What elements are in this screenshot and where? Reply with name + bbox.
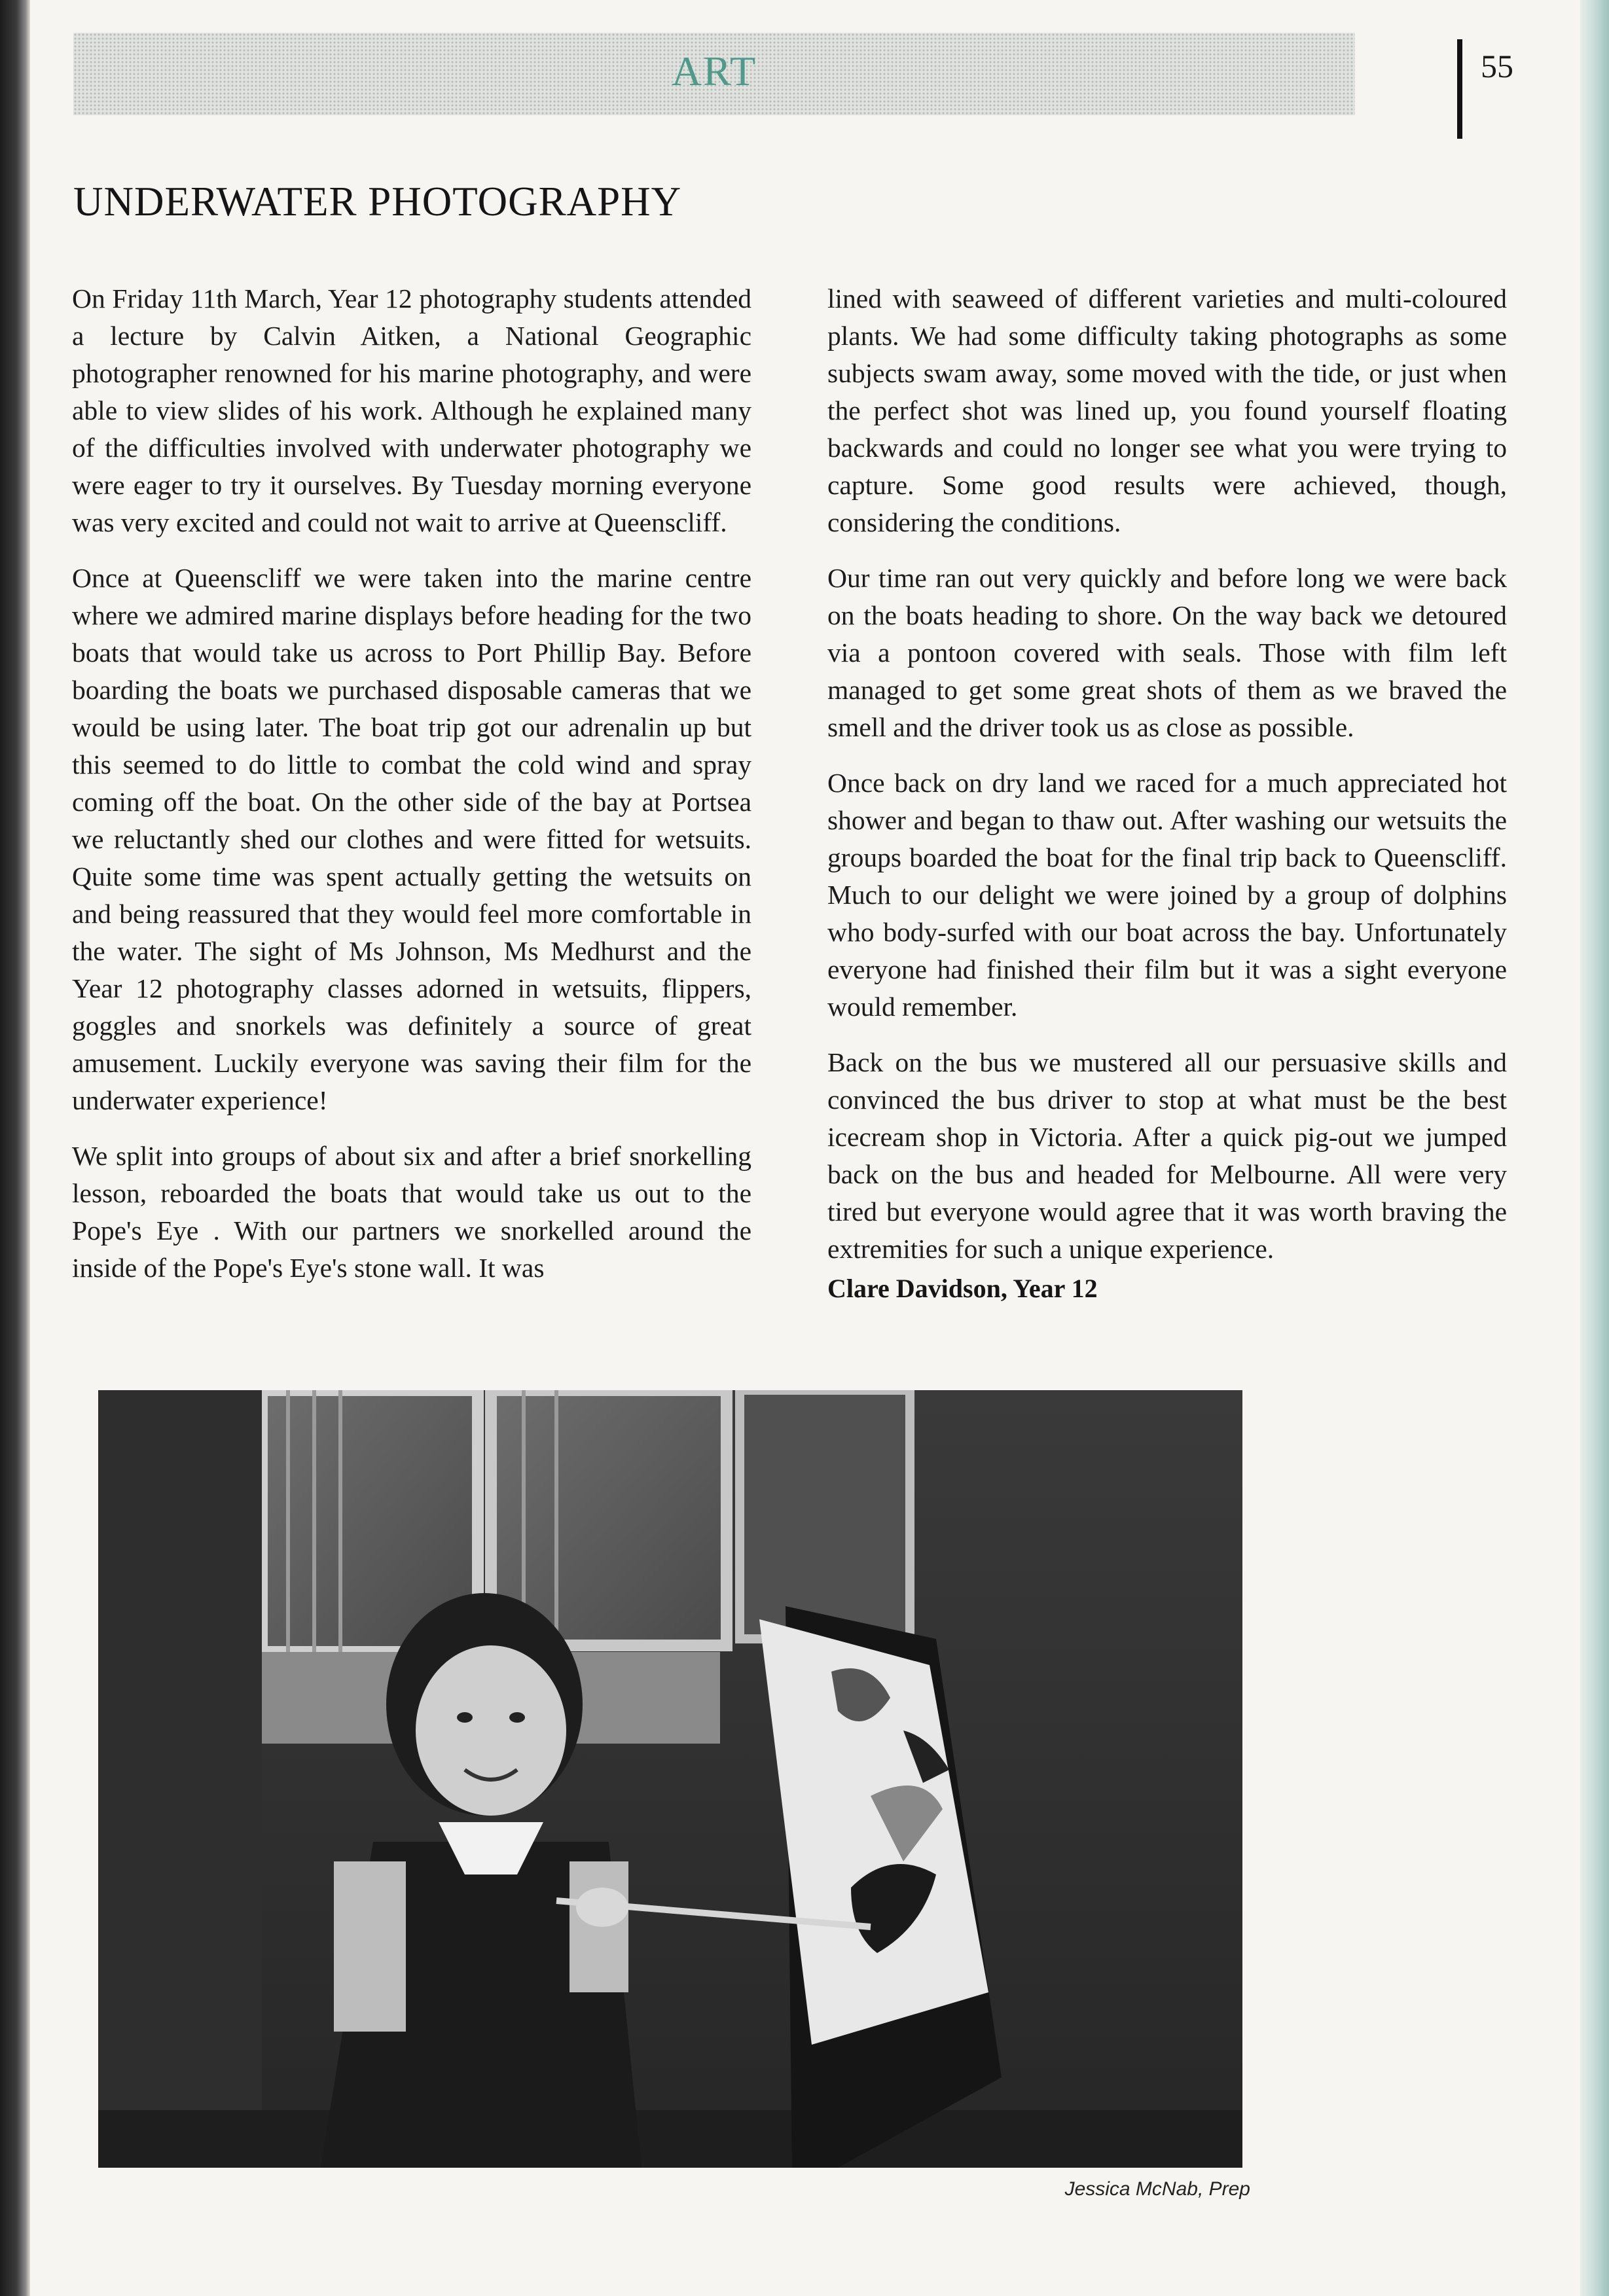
article-column-right xyxy=(827,280,1507,1304)
section-banner xyxy=(73,33,1355,115)
paragraph: Our time ran out very quickly and before long we were back on the boats heading to shore. On the way back we detoured via a pontoon covered with seals. Those with film left managed to get some great shots of them as we braved the smell and the driver took us as close as possible. xyxy=(827,563,1507,742)
paragraph: On Friday 11th March, Year 12 photography students attended a lecture by Calvin Aitken, a National Geographic photographer renowned for his marine photography, and were able to view slides of his work. Although he explained many of the difficulties involved with underwater photography we were eager to try it ourselves. By Tuesday morning everyone was very excited and could not wait to arrive at Queenscliff. xyxy=(72,283,751,537)
paragraph: Once back on dry land we raced for a much appreciated hot shower and began to thaw out. After washing our wetsuits the groups boarded the boat for the final trip back to Queenscliff. Much to our delight we were joined by a group of dolphins who body-surfed with our boat across the bay. Unfortunately everyone had finished their film but it was a sight everyone would remember. xyxy=(827,768,1507,1022)
book-spine-shadow xyxy=(0,0,30,2296)
section-title: ART xyxy=(671,48,757,94)
photo-illustration xyxy=(98,1390,1242,2168)
paragraph: We split into groups of about six and after a brief snorkelling lesson, reboarded the boats that would take us out to the Pope's Eye . With our partners we snorkelled around the inside of the Pope's Eye's stone wall. It was xyxy=(72,1141,751,1283)
photo-caption: Jessica McNab, Prep xyxy=(1064,2178,1250,2200)
paragraph: Back on the bus we mustered all our persuasive skills and convinced the bus driver to stop at what must be the best icecream shop in Victoria. After a quick pig-out we jumped back on the bus and headed for Melbourne. All were very tired but everyone would agree that it was worth braving the extremities for such a unique experience. xyxy=(827,1047,1507,1264)
page-edge xyxy=(1580,0,1609,2296)
paragraph: lined with seaweed of different varieties and multi-coloured plants. We had some difficulty taking photographs as some subjects swam away, some moved with the tide, or just when the perfect shot was lined up, you found yourself floating backwards and could no longer see what you were trying to capture. Some good results were achieved, though, considering the conditions. xyxy=(827,283,1507,537)
article-byline: Clare Davidson, Year 12 xyxy=(827,1274,1098,1303)
paragraph: Once at Queenscliff we were taken into the marine centre where we admired marine displays before heading for the two boats that would take us across to Port Phillip Bay. Before boarding the boats we purchased disposable cameras that we would be using later. The boat trip got our adrenalin up but this seemed to do little to combat the cold wind and spray coming off the boat. On the other side of the bay at Portsea we reluctantly shed our clothes and were fitted for wetsuits. Quite some time was spent actually getting the wetsuits on and being reassured that they would feel more comfortable in the water. The sight of Ms Johnson, Ms Medhurst and the Year 12 photography classes adorned in wetsuits, flippers, goggles and snorkels was definitely a source of great amusement. Luckily everyone was saving their film for the underwater experience! xyxy=(72,563,751,1115)
page-number-rule xyxy=(1457,39,1462,139)
article-title: UNDERWATER PHOTOGRAPHY xyxy=(73,179,682,224)
article-column-left xyxy=(72,280,751,1287)
page-number: 55 xyxy=(1481,48,1513,84)
photo-girl-painting-at-easel xyxy=(98,1390,1242,2168)
